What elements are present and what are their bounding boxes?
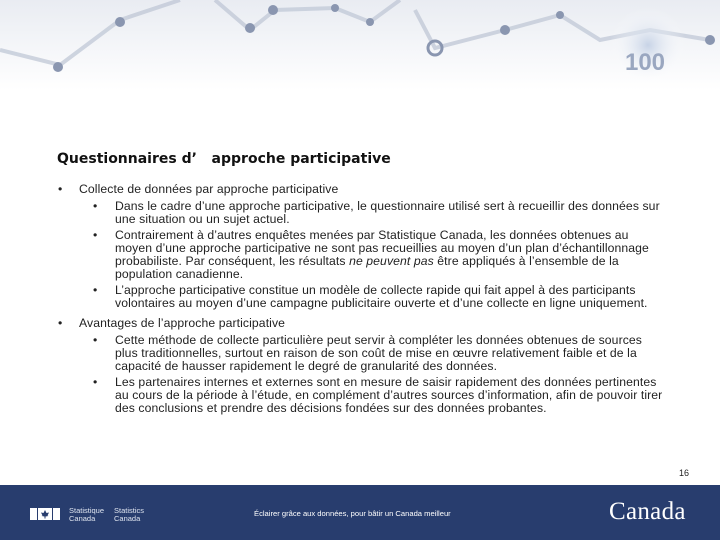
list-item [58,183,668,310]
bullet-text: Collecte de données par approche participative [79,182,339,196]
org-name-en [114,507,144,523]
header-banner [0,0,720,90]
org-name-fr-line1: Statistique [69,506,105,515]
bullet-text: Avantages de l’approche participative [79,316,286,330]
org-name-en-line2: Canada [114,514,141,523]
bullet-icon: • [93,375,98,389]
bullet-icon: • [93,199,98,213]
bullet-text: Cette méthode de collecte particulière peut servir à compléter les données obtenues de sources plus traditionnelles, surtout en raison de son coût de mise en œuvre relativement faible et de la capacité de hausser rapidement le degré de granularité des données. [115,333,642,373]
list-item [79,284,668,310]
emphasis-text: ne peuvent pas [349,254,434,268]
footer-tagline: Éclairer grâce aux données, pour bâtir un Canada meilleur [254,509,451,518]
org-name-en-line1: Statistics [114,506,145,515]
bullet-icon: • [58,182,63,196]
bullet-icon: • [58,316,63,330]
org-name-fr-line2: Canada [69,514,96,523]
bullet-list [58,183,668,422]
org-name-fr [69,507,104,523]
sub-list [79,334,668,415]
canada-wordmark: Canada [609,498,686,525]
bullet-text: L’approche participative constitue un modèle de collecte rapide qui fait appel à des participants volontaires au moyen d’une campagne publicitaire ouverte et d’une collecte en ligne uniquement. [115,283,648,310]
list-item [79,229,668,281]
sub-list [79,200,668,310]
slide-title: Questionnaires d’ approche participative [57,151,391,167]
bullet-text: Dans le cadre d’une approche participative, le questionnaire utilisé sert à recueillir des données sur une situation ou un sujet actuel. [115,199,660,226]
bullet-text: Contrairement à d’autres enquêtes menées par Statistique Canada, les données obtenues au moyen d’une approche participative ne sont pas recueillies au moyen d’un plan d’échantillonnage probabiliste. Par conséquent, les résultats [115,228,649,268]
list-item [58,317,668,415]
bullet-icon: • [93,228,98,242]
footer [0,485,720,540]
page-number: 16 [679,468,690,478]
list-item [79,200,668,226]
anniversary-logo-text: 100 [624,49,666,76]
bullet-text: Les partenaires internes et externes sont en mesure de saisir rapidement des données pertinentes au cours de la période à l’étude, en complément d’autres sources d’information, afin de pouvoir tirer des conclusions et prendre des décisions fondées sur des données probantes. [115,375,663,415]
bullet-text: être appliqués à l’ensemble de la population canadienne. [115,254,619,281]
list-item [79,334,668,373]
bullet-icon: • [93,283,98,297]
network-graph-decoration [0,0,720,90]
list-item [79,376,668,415]
canada-flag-icon [30,508,60,520]
bullet-icon: • [93,333,98,347]
